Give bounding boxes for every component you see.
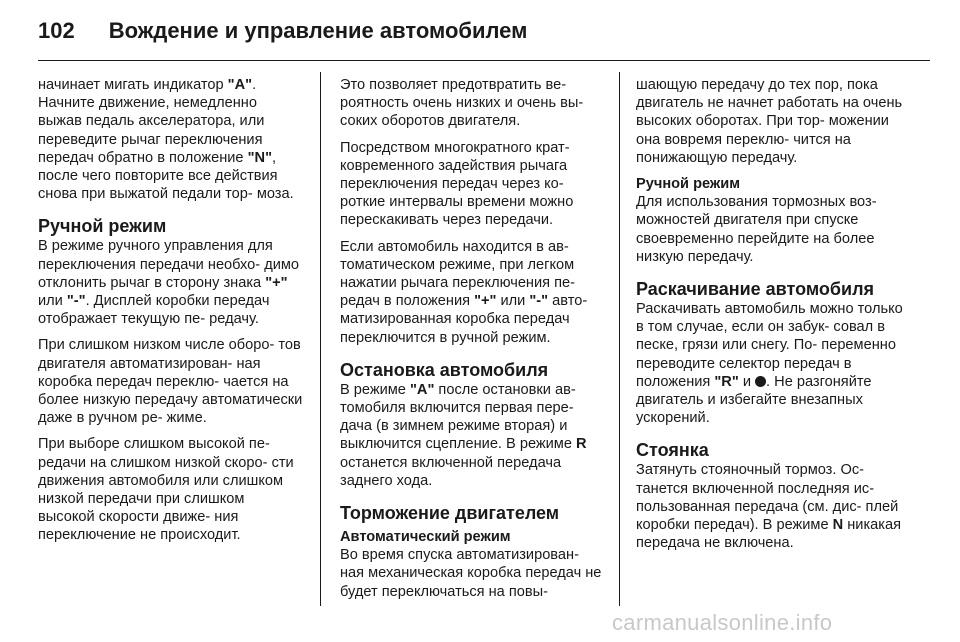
paragraph: Раскачивать автомобиль можно только в том случае, если он забук- совал в песке, грязи или снегу. По- переменно переводите селектор передач в положения "R" и . Не разгоняйте двигатель и избегайте внезапных ускорений.	[636, 301, 903, 427]
subheading-auto-mode: Автоматический режим	[340, 529, 511, 546]
gear-dot-icon	[755, 376, 766, 387]
section-heading-engine-braking: Торможение двигателем	[340, 503, 560, 524]
section-heading-stop: Остановка автомобиля	[340, 359, 549, 380]
page-header	[38, 18, 930, 62]
column-1	[38, 76, 304, 553]
paragraph: В режиме ручного управления для переключения передачи необхо- димо отклонить рычаг в сторону знака "+" или "-". Дисплей коробки передач отображает текущую пе- редачу.	[38, 238, 300, 328]
paragraph: Затянуть стояночный тормоз. Ос- танется включенной последняя ис- пользованная передача (см. дис- плей коробки передач). В режиме N никакая передача не включена.	[636, 462, 901, 552]
paragraph: Во время спуска автоматизирован- ная механическая коробка передач не будет переключаться на повы-	[340, 547, 602, 600]
column-2	[340, 76, 606, 609]
paragraph: Это позволяет предотвратить ве- роятность очень низких и очень вы- соких оборотов двигателя.	[340, 77, 584, 130]
paragraph: шающую передачу до тех пор, пока двигатель не начнет работать на очень высоких оборотах. При тор- можении она вовремя переклю- чится на понижающую передачу.	[636, 77, 903, 166]
paragraph: В режиме "A" после остановки ав- томобиля включится первая пере- дача (в зимнем режиме вторая) и выключится сцепление. В режиме R останется включенной передача заднего хода.	[340, 381, 587, 489]
paragraph: Посредством многократного крат- ковременного задействия рычага переключения передач через ко- роткие интервалы времени можно перескакивать через передачи.	[340, 139, 574, 229]
column-divider-2	[619, 72, 620, 606]
section-heading-parking: Стоянка	[636, 440, 709, 461]
column-divider-1	[320, 72, 321, 606]
column-3	[636, 76, 904, 560]
paragraph: Если автомобиль находится в ав- томатическом режиме, при легком нажатии рычага переключения пе- редач в положения "+" или "-" авто- матизированная коробка передач переключится в ручной режим.	[340, 238, 588, 346]
section-heading-rocking: Раскачивание автомобиля	[636, 279, 875, 300]
paragraph: При слишком низком числе оборо- тов двигателя автоматизирован- ная коробка передач переклю- чается на более низкую передачу автоматически даже в ручном ре- жиме.	[38, 337, 303, 427]
paragraph: Для использования тормозных воз- можностей двигателя при спуске своевременно перейдите на более низкую передачу.	[636, 194, 877, 265]
watermark: carmanualsonline.info	[612, 610, 833, 635]
page-title: Вождение и управление автомобилем	[108, 18, 528, 43]
header-rule	[38, 60, 930, 61]
section-heading-manual: Ручной режим	[38, 216, 167, 237]
page-number: 102	[38, 18, 75, 43]
paragraph: начинает мигать индикатор "A". Начните движение, немедленно выжав педаль акселератора, или переведите рычаг переключения передач обратно в положение "N", после чего повторите все действия снова при выжатой педали тор- моза.	[38, 77, 294, 203]
paragraph: При выборе слишком высокой пе- редачи на слишком низкой скоро- сти движения автомобиля или слишком низкой передачи при слишком высокой скорости движе- ния переключение не происходит.	[38, 436, 294, 544]
subheading-manual-mode: Ручной режим	[636, 176, 741, 193]
